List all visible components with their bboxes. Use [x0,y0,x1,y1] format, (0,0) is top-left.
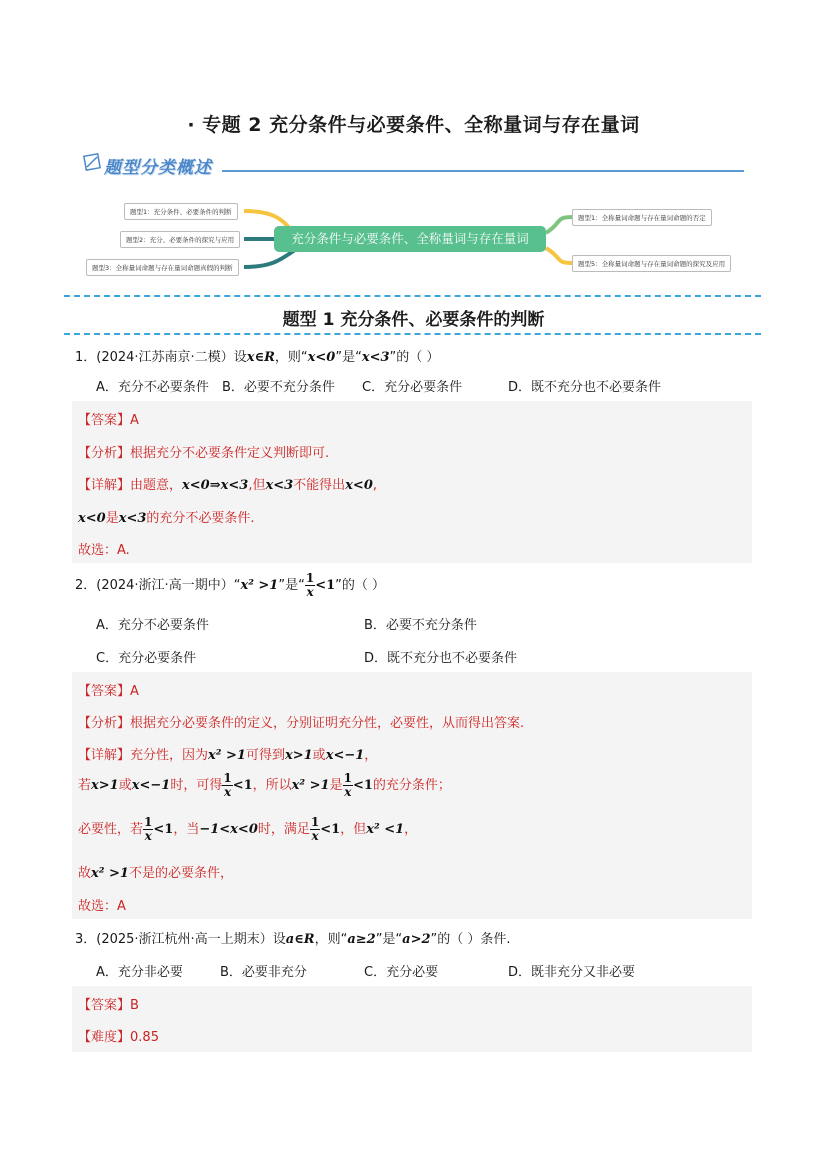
answer-label: 【答案】 [78,998,131,1013]
q1-stem-text: 1．(2024·江苏南京·二模）设 [75,350,247,365]
fraction-numerator: 1 [223,771,232,785]
detail-math: x² >1 [91,866,129,881]
detail-math: <1 [352,778,373,793]
q1-option-b: B．必要不充分条件 [222,380,335,395]
q2-option-d: D．既不充分也不必要条件 [364,651,518,666]
q3-option-d: D．既非充分又非必要 [508,965,636,980]
detail-math: x<3 [265,478,294,493]
q2-option-c: C．充分必要条件 [96,651,197,666]
q3-option-a: A．充分非必要 [96,965,183,980]
detail-text: 若 [78,778,92,793]
q3-math-2: a≥2 [347,932,376,947]
mind-node-left-3: 题型3：全称量词命题与存在量词命题真假的判断 [86,259,239,276]
q3-stem-text: ”的（ ）条件. [430,932,511,947]
answer-value: A [130,684,139,699]
detail-math: x>1 [91,778,119,793]
mind-node-left-1: 题型1：充分条件、必要条件的判断 [124,203,238,220]
q1-detail-line-2 [78,507,255,526]
detail-text: 的充分不必要条件. [146,511,255,526]
q2-analysis [78,712,524,731]
document-title: · 专题 2 充分条件与必要条件、全称量词与存在量词 [187,114,640,136]
detail-math: x<3 [118,511,147,526]
fraction-denominator: x [223,785,232,799]
fraction-denominator: x [311,829,319,843]
detail-text: 不是的必要条件， [128,866,233,881]
q3-stem-text: ”是“ [375,932,403,947]
q3-option-b: B．必要非充分 [220,965,307,980]
q1-option-a: A．充分不必要条件 [96,380,209,395]
fraction-denominator: x [306,585,314,599]
detail-math: −1<x<0 [199,822,258,837]
detail-text: 或 [312,748,326,763]
detail-text: 时，可得 [170,778,223,793]
q1-choose: 故选：A. [78,543,130,558]
analysis-label: 【分析】 [78,446,131,461]
detail-math: x² <1 [366,822,405,837]
difficulty-value: 0.85 [130,1030,159,1045]
fraction [343,772,353,799]
q1-math-1: x∈R [246,350,275,365]
analysis-label: 【分析】 [78,716,131,731]
detail-text: 可得到 [245,748,285,763]
fraction-denominator: x [344,785,352,799]
q2-option-b: B．必要不充分条件 [364,618,477,633]
q2-stem-text: 2．(2024·浙江·高一期中）“ [75,578,241,593]
q2-stem-text: ”是“ [278,578,305,593]
divider-top [64,295,761,297]
detail-text: ， [404,822,418,837]
q1-detail [78,474,377,493]
q1-stem-text: ”是“ [335,350,362,365]
detail-math: <1 [232,778,253,793]
question-2-stem [75,572,385,599]
answer-value: A [130,413,139,428]
q1-option-c: C．充分必要条件 [362,380,463,395]
detail-text: 必要性，若 [78,822,144,837]
detail-math: <1 [320,822,341,837]
detail-text: 充分性，因为 [130,748,209,763]
detail-math: x² >1 [291,778,330,793]
q3-answer-box [72,986,752,1052]
q3-stem-text: ，则“ [314,932,348,947]
detail-text: 故 [78,866,92,881]
q2-detail-line-2 [78,772,451,799]
fraction-numerator: 1 [144,815,153,829]
fraction-denominator: x [144,829,152,843]
detail-text: ，所以 [252,778,292,793]
detail-text: ，但 [340,822,367,837]
mind-node-center: 充分条件与必要条件、全称量词与存在量词 [274,226,546,252]
detail-math: x<0 [78,511,106,526]
detail-math: x<0⇒x<3 [182,478,249,493]
divider-bottom [64,333,761,335]
q3-math-1: a∈R [285,932,315,947]
q2-choose: 故选：A [78,899,126,914]
detail-text: 或 [118,778,132,793]
detail-text: 的充分条件； [372,778,451,793]
q2-detail-line-3 [78,816,417,843]
detail-math: x² >1 [208,748,246,763]
q2-answer [78,680,139,699]
q3-answer [78,994,139,1013]
detail-text: 由题意， [130,478,183,493]
mind-map [84,193,744,283]
detail-text: ,但 [248,478,266,493]
q3-difficulty [78,1026,159,1045]
detail-label: 【详解】 [78,748,131,763]
q2-option-a: A．充分不必要条件 [96,618,209,633]
detail-math: <1 [153,822,174,837]
mind-node-left-2: 题型2：充分、必要条件的探究与应用 [120,231,240,248]
q3-option-c: C．充分必要 [364,965,439,980]
answer-label: 【答案】 [78,413,131,428]
q1-math-2: x<0 [307,350,336,365]
detail-text: ，当 [173,822,200,837]
q2-math-1: x² >1 [240,578,279,593]
section-header-label: 题型分类概述 [104,158,212,178]
pencil-icon [82,152,102,172]
answer-value: B [130,998,139,1013]
fraction-numerator: 1 [305,571,315,585]
detail-math: x<−1 [131,778,171,793]
detail-text: 不能得出 [293,478,346,493]
detail-text: ， [364,748,378,763]
detail-text: 是 [329,778,343,793]
fraction [143,816,153,843]
q2-stem-text: ”的（ ） [335,578,386,593]
q1-answer [78,409,139,428]
fraction [310,816,320,843]
type-title: 题型 1 充分条件、必要条件的判断 [282,310,545,330]
fraction [222,772,232,799]
q2-detail [78,744,377,763]
detail-math: x<0 [345,478,373,493]
mind-node-right-2: 题型5：全称量词命题与存在量词命题的探究及应用 [572,255,731,272]
detail-label: 【详解】 [78,478,131,493]
q2-detail-line-4 [78,862,233,881]
question-3-stem [75,928,511,947]
detail-text: 时，满足 [257,822,310,837]
difficulty-label: 【难度】 [78,1030,131,1045]
detail-text: , [372,478,378,493]
q1-answer-box [72,401,752,563]
mind-node-right-1: 题型1：全称量词命题与存在量词命题的否定 [572,209,712,226]
q1-analysis [78,442,329,461]
q2-fraction [305,572,315,599]
detail-math: x<−1 [325,748,365,763]
q3-math-3: a>2 [402,932,431,947]
detail-math: x>1 [284,748,313,763]
q3-stem-text: 3．(2025·浙江杭州·高一上期末）设 [75,932,286,947]
q2-math-2: <1 [315,578,336,593]
detail-text: 是 [105,511,119,526]
section-header-rule [222,170,744,172]
q1-math-3: x<3 [361,350,390,365]
q1-option-d: D．既不充分也不必要条件 [508,380,662,395]
question-1-stem [75,346,439,365]
fraction-numerator: 1 [343,771,352,785]
section-header [82,148,744,178]
q1-stem-text: ”的（ ） [389,350,440,365]
q1-stem-text: ，则“ [274,350,308,365]
q2-answer-box [72,672,752,919]
fraction-numerator: 1 [310,815,320,829]
answer-label: 【答案】 [78,684,131,699]
analysis-text: 根据充分不必要条件定义判断即可. [130,446,330,461]
analysis-text: 根据充分必要条件的定义，分别证明充分性，必要性，从而得出答案. [130,716,525,731]
